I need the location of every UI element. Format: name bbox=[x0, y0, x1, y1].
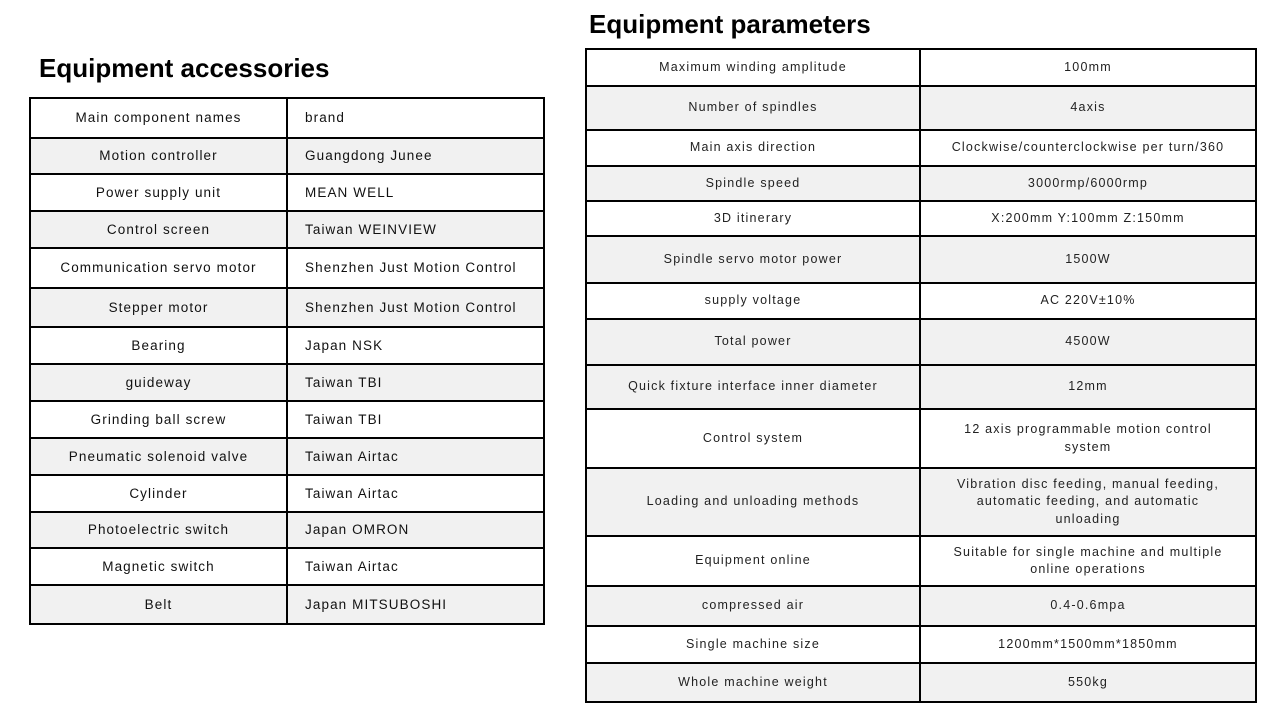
component-name-cell: Stepper motor bbox=[30, 288, 287, 327]
component-name-cell: Motion controller bbox=[30, 138, 287, 174]
parameter-value-cell: 4axis bbox=[920, 86, 1256, 130]
brand-cell: Guangdong Junee bbox=[287, 138, 544, 174]
parameter-value-cell: Clockwise/counterclockwise per turn/360 bbox=[920, 130, 1256, 166]
component-name-cell: Power supply unit bbox=[30, 174, 287, 211]
parameter-name-cell: compressed air bbox=[586, 586, 920, 626]
parameter-name-cell: Loading and unloading methods bbox=[586, 468, 920, 536]
table-row bbox=[586, 166, 1256, 201]
brand-cell: MEAN WELL bbox=[287, 174, 544, 211]
table-row bbox=[586, 468, 1256, 536]
table-row bbox=[586, 626, 1256, 663]
table-row bbox=[586, 319, 1256, 365]
component-name-cell: Communication servo motor bbox=[30, 248, 287, 288]
brand-cell: Taiwan Airtac bbox=[287, 438, 544, 475]
table-row bbox=[30, 475, 544, 512]
parameter-name-cell: Total power bbox=[586, 319, 920, 365]
table-row bbox=[30, 548, 544, 585]
component-name-cell: Control screen bbox=[30, 211, 287, 248]
parameters-title: Equipment parameters bbox=[589, 9, 871, 39]
table-row bbox=[586, 236, 1256, 283]
component-name-cell: Bearing bbox=[30, 327, 287, 364]
brand-cell: Japan MITSUBOSHI bbox=[287, 585, 544, 624]
table-row bbox=[30, 211, 544, 248]
parameter-value-cell: 1200mm*1500mm*1850mm bbox=[920, 626, 1256, 663]
table-row bbox=[586, 283, 1256, 319]
brand-cell: Japan OMRON bbox=[287, 512, 544, 548]
brand-cell: Taiwan TBI bbox=[287, 364, 544, 401]
table-row bbox=[586, 201, 1256, 236]
table-row bbox=[586, 409, 1256, 468]
accessories-table bbox=[29, 97, 545, 625]
parameter-name-cell: Spindle speed bbox=[586, 166, 920, 201]
table-row bbox=[30, 438, 544, 475]
parameter-name-cell: Maximum winding amplitude bbox=[586, 49, 920, 86]
parameter-value-cell: Suitable for single machine and multiple online operations bbox=[920, 536, 1256, 586]
parameters-table bbox=[585, 48, 1257, 703]
component-name-cell: Belt bbox=[30, 585, 287, 624]
brand-cell: Shenzhen Just Motion Control bbox=[287, 288, 544, 327]
brand-cell: Taiwan TBI bbox=[287, 401, 544, 438]
parameter-name-cell: Equipment online bbox=[586, 536, 920, 586]
table-row bbox=[30, 364, 544, 401]
parameter-value-cell: 0.4-0.6mpa bbox=[920, 586, 1256, 626]
table-row bbox=[30, 585, 544, 624]
table-row bbox=[586, 536, 1256, 586]
brand-cell: Taiwan Airtac bbox=[287, 475, 544, 512]
component-name-cell: Grinding ball screw bbox=[30, 401, 287, 438]
parameter-value-cell: Vibration disc feeding, manual feeding, automatic feeding, and automatic unloading bbox=[920, 468, 1256, 536]
table-row bbox=[30, 138, 544, 174]
parameter-name-cell: Main axis direction bbox=[586, 130, 920, 166]
table-row bbox=[586, 86, 1256, 130]
table-row bbox=[586, 586, 1256, 626]
brand-cell: Taiwan Airtac bbox=[287, 548, 544, 585]
parameter-name-cell: Whole machine weight bbox=[586, 663, 920, 702]
component-name-cell: Photoelectric switch bbox=[30, 512, 287, 548]
accessories-title: Equipment accessories bbox=[39, 53, 330, 83]
table-row bbox=[30, 248, 544, 288]
table-row bbox=[30, 288, 544, 327]
parameter-name-cell: Quick fixture interface inner diameter bbox=[586, 365, 920, 409]
component-name-cell: Main component names bbox=[30, 98, 287, 138]
table-row bbox=[30, 512, 544, 548]
table-row bbox=[30, 174, 544, 211]
table-row bbox=[586, 130, 1256, 166]
table-row bbox=[30, 98, 544, 138]
parameter-value-cell: 550kg bbox=[920, 663, 1256, 702]
parameter-value-cell: 1500W bbox=[920, 236, 1256, 283]
brand-cell: Taiwan WEINVIEW bbox=[287, 211, 544, 248]
component-name-cell: Pneumatic solenoid valve bbox=[30, 438, 287, 475]
parameter-name-cell: 3D itinerary bbox=[586, 201, 920, 236]
parameter-name-cell: supply voltage bbox=[586, 283, 920, 319]
parameter-value-cell: 3000rmp/6000rmp bbox=[920, 166, 1256, 201]
parameter-name-cell: Single machine size bbox=[586, 626, 920, 663]
parameter-value-cell: 12mm bbox=[920, 365, 1256, 409]
parameter-value-cell: 100mm bbox=[920, 49, 1256, 86]
table-row bbox=[586, 49, 1256, 86]
parameter-value-cell: 4500W bbox=[920, 319, 1256, 365]
component-name-cell: Magnetic switch bbox=[30, 548, 287, 585]
parameter-value-cell: X:200mm Y:100mm Z:150mm bbox=[920, 201, 1256, 236]
parameter-name-cell: Control system bbox=[586, 409, 920, 468]
brand-cell: brand bbox=[287, 98, 544, 138]
table-row bbox=[586, 365, 1256, 409]
component-name-cell: Cylinder bbox=[30, 475, 287, 512]
parameter-name-cell: Spindle servo motor power bbox=[586, 236, 920, 283]
brand-cell: Japan NSK bbox=[287, 327, 544, 364]
parameter-value-cell: 12 axis programmable motion control system bbox=[920, 409, 1256, 468]
table-row bbox=[30, 401, 544, 438]
table-row bbox=[30, 327, 544, 364]
component-name-cell: guideway bbox=[30, 364, 287, 401]
parameter-name-cell: Number of spindles bbox=[586, 86, 920, 130]
brand-cell: Shenzhen Just Motion Control bbox=[287, 248, 544, 288]
table-row bbox=[586, 663, 1256, 702]
parameter-value-cell: AC 220V±10% bbox=[920, 283, 1256, 319]
